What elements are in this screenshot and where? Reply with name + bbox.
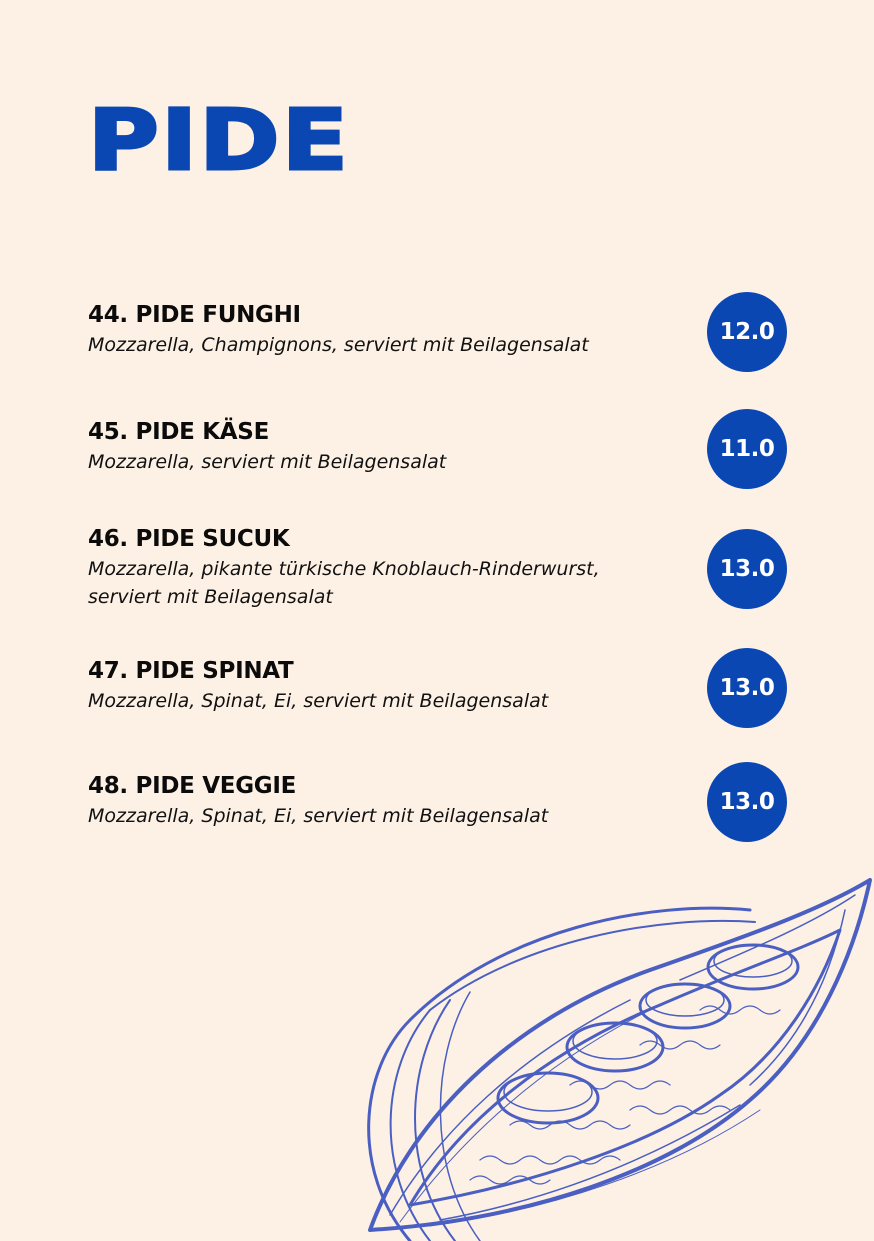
price-badge: 12.0 <box>707 292 787 372</box>
item-description: Mozzarella, Champignons, serviert mit Beilagensalat <box>88 334 589 356</box>
menu-item-45 <box>88 418 788 476</box>
item-description: Mozzarella, Spinat, Ei, serviert mit Beilagensalat <box>88 690 549 712</box>
item-name: 48. PIDE VEGGIE <box>88 773 297 799</box>
item-description: Mozzarella, pikante türkische Knoblauch-Rinderwurst, serviert mit Beilagensalat <box>88 558 600 608</box>
item-name: 44. PIDE FUNGHI <box>88 302 301 328</box>
menu-item-48 <box>88 772 788 830</box>
item-description: Mozzarella, Spinat, Ei, serviert mit Beilagensalat <box>88 805 549 827</box>
menu-item-44 <box>88 301 788 359</box>
price-badge: 11.0 <box>707 409 787 489</box>
item-description: Mozzarella, serviert mit Beilagensalat <box>88 451 447 473</box>
menu-item-46 <box>88 525 788 611</box>
page-title: PIDE <box>88 91 351 189</box>
pide-illustration-icon <box>350 870 874 1241</box>
item-name: 47. PIDE SPINAT <box>88 658 294 684</box>
menu-item-47 <box>88 657 788 715</box>
price-badge: 13.0 <box>707 762 787 842</box>
price-badge: 13.0 <box>707 648 787 728</box>
price-badge: 13.0 <box>707 529 787 609</box>
item-name: 45. PIDE KÄSE <box>88 419 269 445</box>
item-name: 46. PIDE SUCUK <box>88 526 290 552</box>
